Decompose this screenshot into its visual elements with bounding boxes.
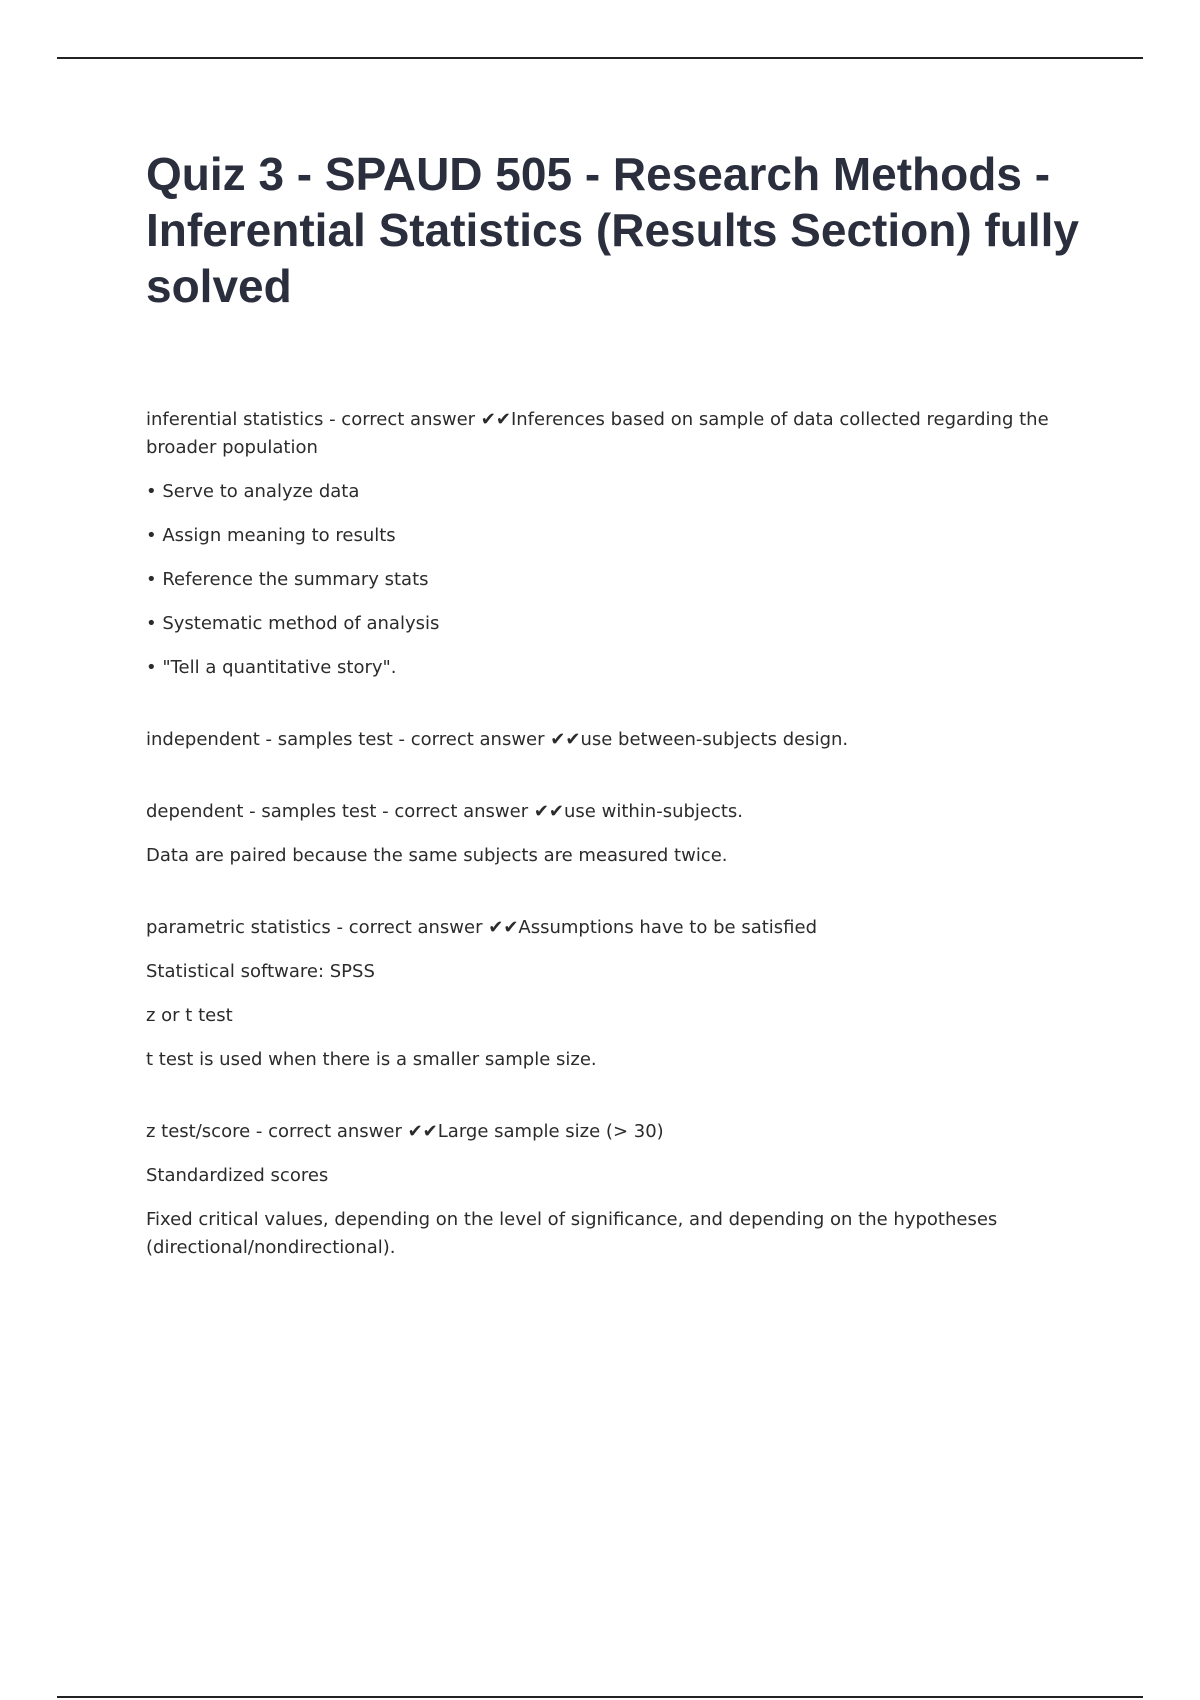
answer-detail: Standardized scores bbox=[146, 1165, 329, 1186]
check-mark-icon: ✔✔ bbox=[488, 917, 519, 938]
answer-detail: Statistical software: SPSS bbox=[146, 961, 375, 982]
answer-detail: • Reference the summary stats bbox=[146, 569, 429, 590]
qa-item bbox=[146, 798, 1106, 870]
document-title: Quiz 3 - SPAUD 505 - Research Methods - Inferential Statistics (Results Section) fully solved bbox=[146, 148, 1079, 312]
qa-item bbox=[146, 914, 1106, 1074]
document-body bbox=[146, 146, 1106, 1306]
answer-detail: • Assign meaning to results bbox=[146, 525, 396, 546]
qa-item bbox=[146, 726, 1106, 754]
question-text: dependent - samples test - correct answer bbox=[146, 801, 534, 822]
question-text: z test/score - correct answer bbox=[146, 1121, 408, 1142]
answer-text: use within-subjects. bbox=[564, 801, 744, 822]
answer-text: Assumptions have to be satisfied bbox=[518, 917, 818, 938]
answer-detail: Data are paired because the same subjects are measured twice. bbox=[146, 845, 728, 866]
answer-detail: • Systematic method of analysis bbox=[146, 613, 440, 634]
qa-question-line bbox=[146, 726, 1106, 754]
answer-detail: t test is used when there is a smaller sample size. bbox=[146, 1049, 597, 1070]
check-mark-icon: ✔✔ bbox=[480, 409, 511, 430]
check-mark-icon: ✔✔ bbox=[550, 729, 581, 750]
question-text: inferential statistics - correct answer bbox=[146, 409, 481, 430]
check-mark-icon: ✔✔ bbox=[533, 801, 565, 822]
answer-detail: • Serve to analyze data bbox=[146, 481, 360, 502]
qa-question-line bbox=[146, 406, 1106, 462]
bottom-divider bbox=[57, 1696, 1143, 1698]
answer-detail: • "Tell a quantitative story". bbox=[146, 657, 397, 678]
answer-detail: Fixed critical values, depending on the level of significance, and depending on the hypotheses (directional/nondirectional). bbox=[146, 1209, 998, 1258]
qa-item bbox=[146, 1118, 1106, 1262]
check-mark-icon: ✔✔ bbox=[407, 1121, 438, 1142]
qa-question-line bbox=[146, 1118, 1106, 1146]
qa-item bbox=[146, 406, 1106, 682]
answer-detail: z or t test bbox=[146, 1005, 233, 1026]
answer-text: use between-subjects design. bbox=[580, 729, 849, 750]
qa-list bbox=[146, 406, 1106, 1262]
answer-text: Inferences based on sample of data collected regarding the broader population bbox=[146, 409, 1049, 458]
qa-question-line bbox=[146, 798, 1106, 826]
answer-text: Large sample size (> 30) bbox=[437, 1121, 664, 1142]
question-text: parametric statistics - correct answer bbox=[146, 917, 489, 938]
qa-question-line bbox=[146, 914, 1106, 942]
question-text: independent - samples test - correct answer bbox=[146, 729, 551, 750]
top-divider bbox=[57, 57, 1143, 59]
